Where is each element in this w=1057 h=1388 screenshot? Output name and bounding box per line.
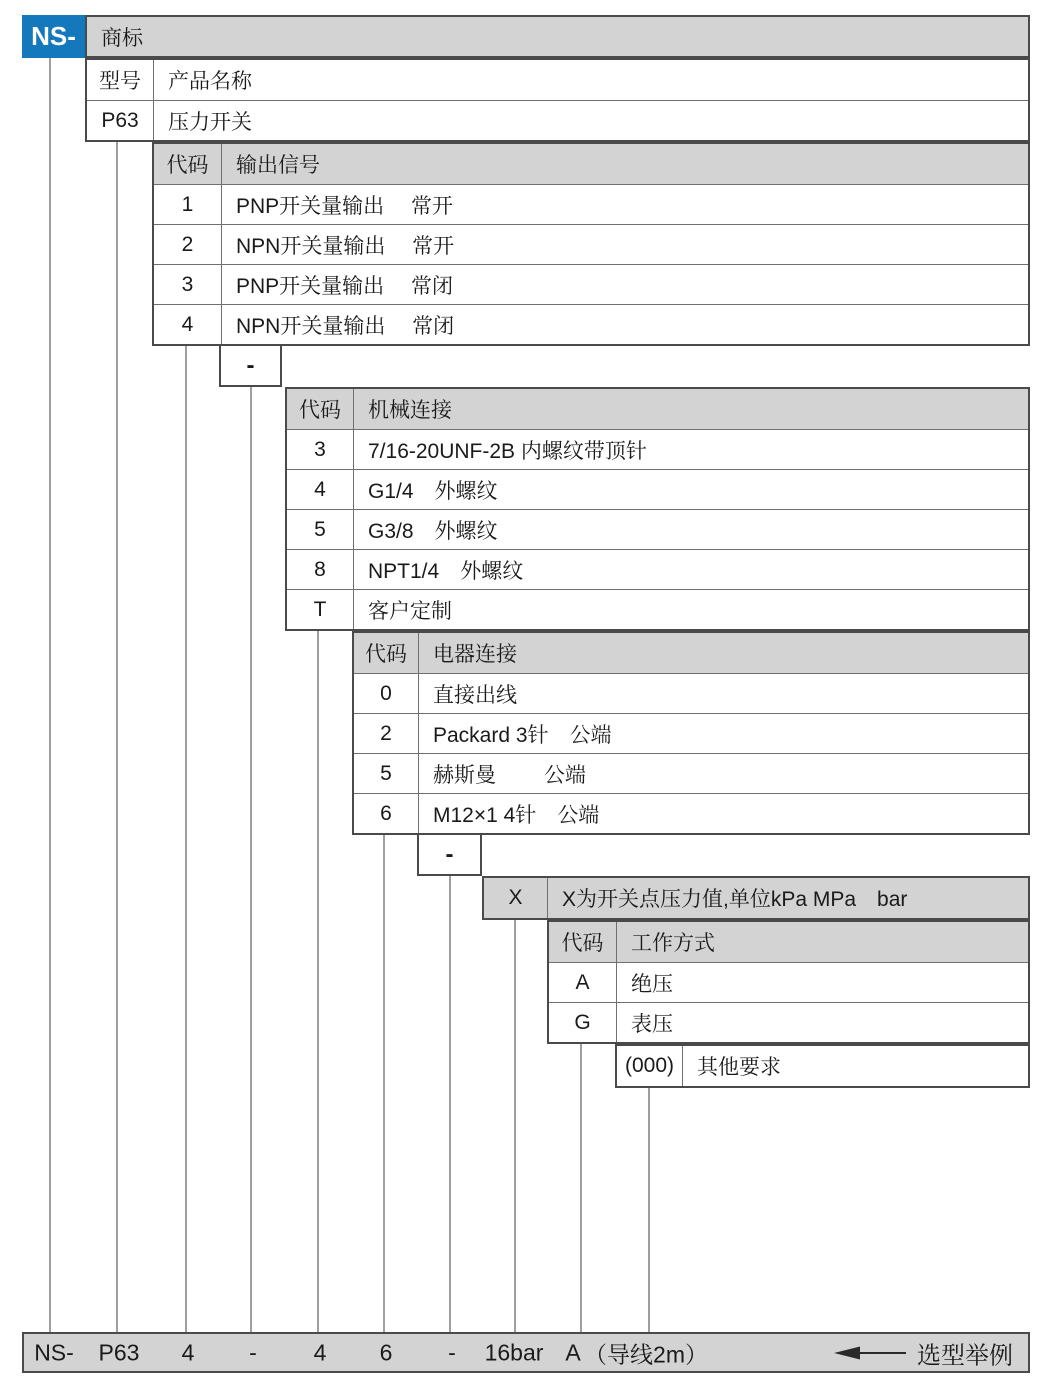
- output-signal-table: [152, 142, 1030, 346]
- code-header-cell: 代码: [354, 633, 419, 673]
- code-cell: 4: [287, 470, 354, 509]
- desc-cell: Packard 3针 公端: [433, 723, 612, 747]
- connector-line: [116, 142, 118, 1332]
- example-part: （导线2m）: [584, 1341, 708, 1367]
- desc-cell: M12×1 4针 公端: [433, 803, 600, 827]
- example-part: 4: [181, 1339, 195, 1365]
- table-header-row: [287, 389, 1028, 429]
- table-row: [87, 100, 1028, 140]
- table-row: [154, 264, 1028, 304]
- left-arrow-icon: [834, 1345, 906, 1361]
- trademark-label: 商标: [101, 26, 143, 50]
- code-cell: 2: [354, 714, 419, 753]
- table-row: [287, 429, 1028, 469]
- example-part: NS-: [34, 1339, 74, 1365]
- example-part: P63: [98, 1339, 140, 1365]
- desc-header-cell: 工作方式: [631, 932, 715, 955]
- example-part: -: [249, 1339, 257, 1365]
- other-requirement-row: [615, 1044, 1030, 1088]
- code-header-cell: 代码: [287, 389, 354, 429]
- table-row: [354, 713, 1028, 753]
- table-row: [154, 224, 1028, 264]
- desc-cell: 压力开关: [168, 110, 252, 134]
- desc-header-cell: 机械连接: [368, 399, 452, 422]
- table-row: [287, 469, 1028, 509]
- table-row: [287, 549, 1028, 589]
- code-cell: T: [287, 590, 354, 629]
- code-cell: G: [549, 1003, 617, 1042]
- code-cell: 4: [154, 305, 222, 344]
- connector-line: [383, 835, 385, 1332]
- table-row: [154, 304, 1028, 344]
- connector-line: [317, 631, 319, 1332]
- code-cell: 0: [354, 674, 419, 713]
- dash-separator-2: -: [417, 835, 482, 876]
- desc-cell: NPN开关量输出 常开: [236, 234, 455, 258]
- connector-line: [185, 346, 187, 1332]
- electrical-connection-table: [352, 631, 1030, 835]
- desc-header-cell: 电器连接: [433, 643, 517, 666]
- code-cell: 5: [354, 754, 419, 793]
- desc-cell: NPN开关量输出 常闭: [236, 314, 455, 338]
- code-cell: A: [549, 963, 617, 1002]
- desc-cell: NPT1/4 外螺纹: [368, 559, 524, 583]
- table-row: [354, 673, 1028, 713]
- table-header-row: [549, 922, 1028, 962]
- table-row: [287, 589, 1028, 629]
- example-part: 6: [379, 1339, 393, 1365]
- desc-cell: 赫斯曼 公端: [433, 763, 586, 787]
- code-cell: 6: [354, 794, 419, 833]
- connector-line: [514, 920, 516, 1332]
- table-row: [549, 1002, 1028, 1042]
- code-cell: 3: [154, 265, 222, 304]
- desc-cell: G3/8 外螺纹: [368, 519, 498, 543]
- table-row: [354, 793, 1028, 833]
- code-header-cell: 代码: [549, 922, 617, 962]
- code-cell: 8: [287, 550, 354, 589]
- code-cell: 1: [154, 185, 222, 224]
- code-cell: P63: [87, 101, 154, 140]
- table-row: [549, 962, 1028, 1002]
- connector-line: [49, 58, 51, 1332]
- brand-prefix-box: NS-: [22, 15, 85, 58]
- table-header-row: [354, 633, 1028, 673]
- dash-separator-1: -: [219, 346, 282, 387]
- desc-cell: 绝压: [631, 972, 673, 996]
- selection-example-bar: [22, 1332, 1030, 1373]
- table-header-row: [154, 144, 1028, 184]
- working-mode-table: [547, 920, 1030, 1044]
- connector-line: [250, 387, 252, 1332]
- table-row: [354, 753, 1028, 793]
- code-header-cell: 型号: [87, 60, 154, 100]
- code-cell: 5: [287, 510, 354, 549]
- desc-cell: 客户定制: [368, 599, 452, 623]
- model-table: [85, 58, 1030, 142]
- connector-line: [648, 1088, 650, 1332]
- pressure-value-row: [482, 876, 1030, 920]
- desc-header-cell: 产品名称: [168, 70, 252, 93]
- desc-cell: X为开关点压力值,单位kPa MPa bar: [562, 888, 908, 911]
- example-part: A: [565, 1339, 581, 1365]
- example-part: -: [448, 1339, 456, 1365]
- trademark-row: [85, 15, 1030, 58]
- connector-line: [580, 1044, 582, 1332]
- desc-header-cell: 输出信号: [236, 154, 320, 177]
- code-cell: (000): [617, 1046, 683, 1086]
- desc-cell: 其他要求: [697, 1056, 781, 1079]
- desc-cell: PNP开关量输出 常闭: [236, 274, 454, 298]
- desc-cell: 直接出线: [433, 683, 517, 707]
- desc-cell: G1/4 外螺纹: [368, 479, 498, 503]
- table-row: [287, 509, 1028, 549]
- desc-cell: 7/16-20UNF-2B 内螺纹带顶针: [368, 439, 647, 463]
- example-part: 4: [313, 1339, 327, 1365]
- desc-cell: 表压: [631, 1012, 673, 1036]
- table-header-row: [87, 60, 1028, 100]
- connector-line: [449, 876, 451, 1332]
- desc-cell: PNP开关量输出 常开: [236, 194, 454, 218]
- code-cell: X: [484, 878, 548, 918]
- example-label: 选型举例: [917, 1342, 1013, 1369]
- mechanical-connection-table: [285, 387, 1030, 631]
- code-cell: 2: [154, 225, 222, 264]
- table-row: [154, 184, 1028, 224]
- code-header-cell: 代码: [154, 144, 222, 184]
- example-part: 16bar: [484, 1339, 544, 1365]
- code-cell: 3: [287, 430, 354, 469]
